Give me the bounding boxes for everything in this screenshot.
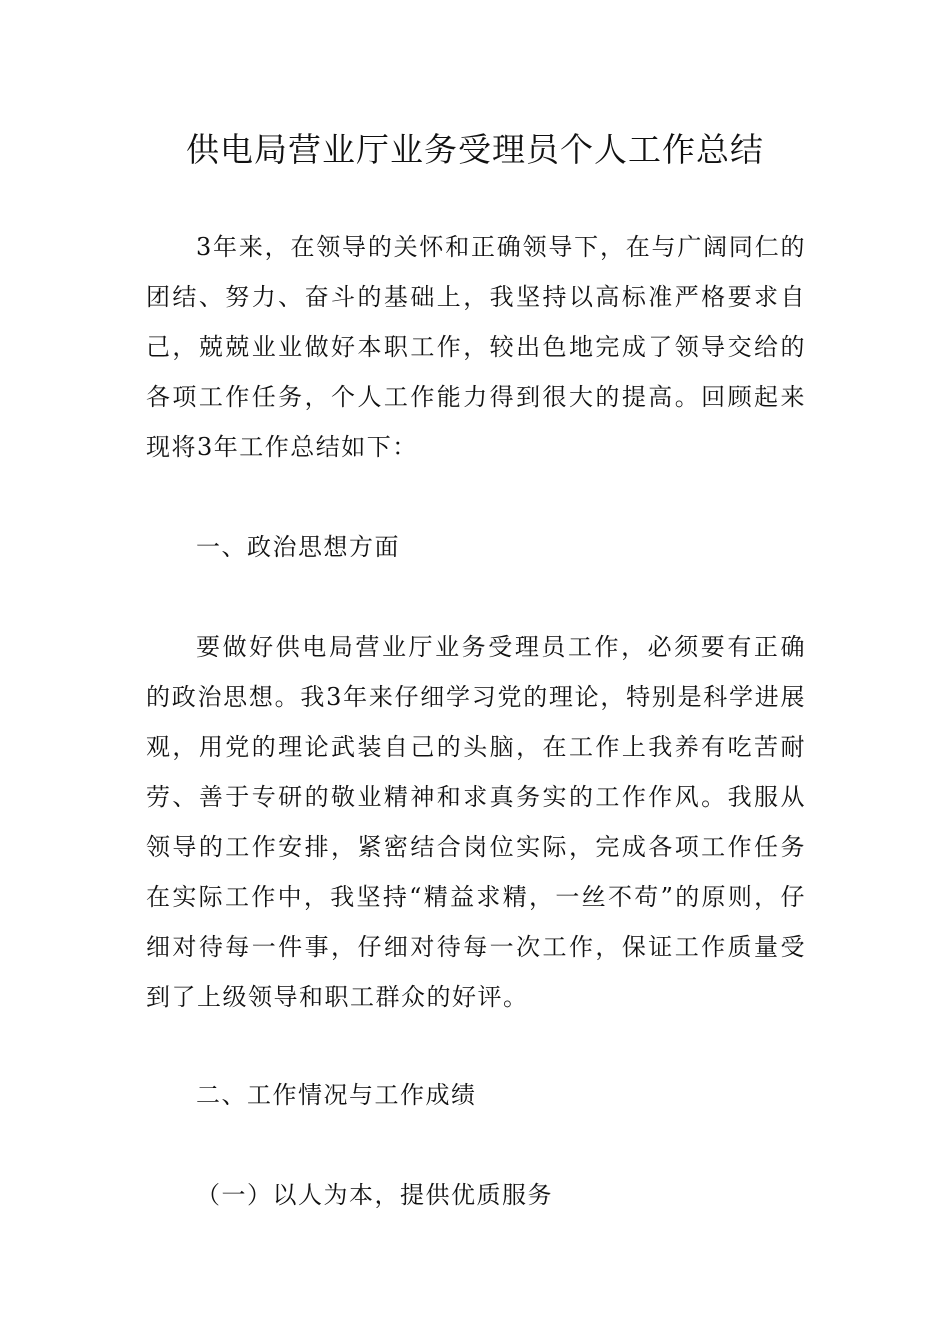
section-heading-political: 一、政治思想方面 bbox=[196, 533, 400, 561]
section-heading-work: 二、工作情况与工作成绩 bbox=[196, 1081, 477, 1109]
document-title: 供电局营业厅业务受理员个人工作总结 bbox=[186, 130, 764, 169]
political-paragraph: 要做好供电局营业厅业务受理员工作，必须要有正确的政治思想。我3年来仔细学习党的理论，特别是科学进展观，用党的理论武装自己的头脑，在工作上我养有吃苦耐劳、善于专研的敬业精神和求真务实的工作作风。我服从领导的工作安排，紧密结合岗位实际，完成各项工作任务在实际工作中，我坚持“精益求精，一丝不苟”的原则，仔细对待每一件事，仔细对待每一次工作，保证工作质量受到了上级领导和职工群众的好评。 bbox=[146, 633, 806, 1011]
subsection-heading-service: （一）以人为本，提供优质服务 bbox=[196, 1181, 553, 1209]
intro-paragraph: 3年来，在领导的关怀和正确领导下，在与广阔同仁的团结、努力、奋斗的基础上，我坚持以高标准严格要求自己，兢兢业业做好本职工作，较出色地完成了领导交给的各项工作任务，个人工作能力得到很大的提高。回顾起来现将3年工作总结如下： bbox=[146, 233, 806, 461]
